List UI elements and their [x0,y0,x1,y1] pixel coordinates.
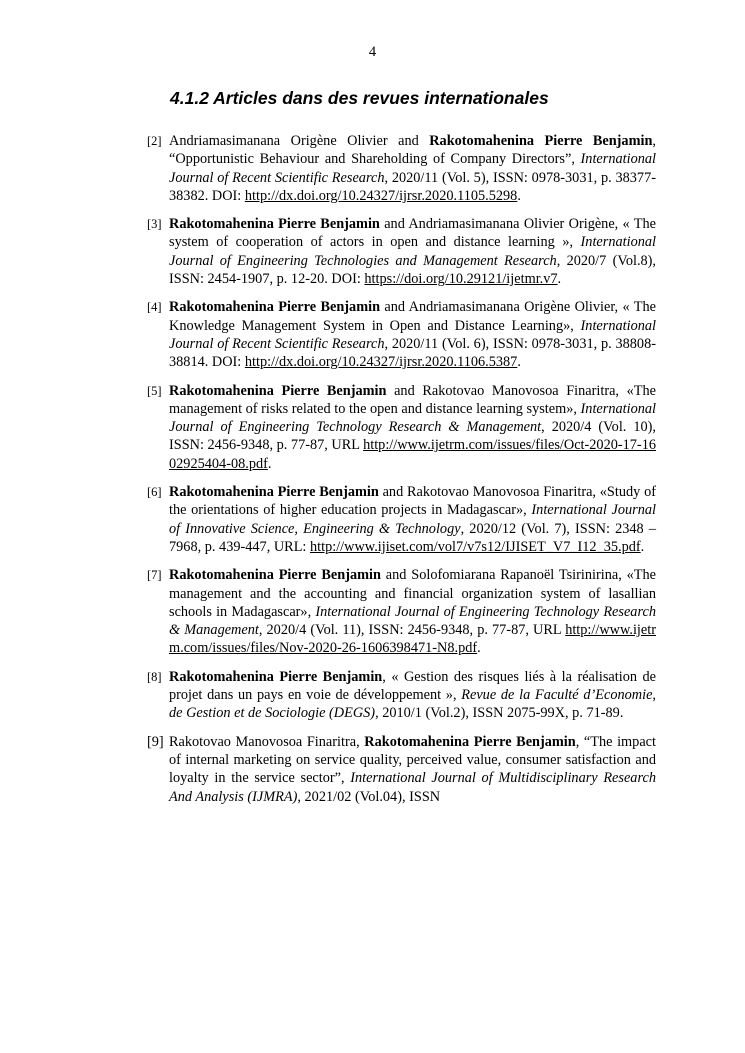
author-name: Rakotomahenina Pierre Benjamin [429,133,653,149]
doi-link[interactable]: http://dx.doi.org/10.24327/ijrsr.2020.1105.5298 [244,187,518,204]
url-link[interactable]: http://www.ijetrm.com/issues/files/Nov-2020-26-1606398471-N8.pdf [169,622,656,657]
doi-link[interactable]: http://dx.doi.org/10.24327/ijrsr.2020.1106.5387 [244,354,518,371]
reference-text: Rakotomahenina Pierre Benjamin, « Gestion des risques liés à la réalisation de projet dans un pays en voie de développement », Revue de la Faculté d’Economie, de Gestion et de Sociologie (DEGS), 2010/1 (Vol.2), ISSN 2075-99X, p. 71-89. [169,668,656,722]
reference-number: [4] [147,300,162,315]
reference-text: Rakotomahenina Pierre Benjamin and Rakotovao Manovosoa Finaritra, «The management of risks related to the open and distance learning system», International Journal of Engineering Technology Research & Management, 2020/4 (Vol. 10), ISSN: 2456-9348, p. 77-87, URL http://www.ijetrm.com/issues/files/Oct-2020-17-1602925404-08.pdf. [169,382,656,472]
reference-item [147,215,656,288]
reference-number: [3] [147,217,162,232]
journal-name: Revue de la Faculté d’Economie, de Gestion et de Sociologie (DEGS) [169,687,656,722]
page-number: 4 [368,44,377,60]
reference-number: [6] [147,485,162,500]
doi-link[interactable]: https://doi.org/10.29121/ijetmr.v7 [364,271,558,288]
author-name: Rakotomahenina Pierre Benjamin [364,733,576,750]
reference-item [147,668,656,723]
url-link[interactable]: http://www.ijetrm.com/issues/files/Oct-2020-17-1602925404-08.pdf [169,437,656,472]
author-name: Rakotomahenina Pierre Benjamin [169,299,381,316]
reference-number: [2] [147,134,162,148]
journal-name: International Journal of Multidisciplinary Research And Analysis (IJMRA) [169,770,656,805]
reference-item [147,132,656,205]
journal-name: International Journal of Recent Scientific Research [169,151,656,186]
reference-number: [7] [147,568,162,583]
reference-number: [5] [147,383,162,398]
reference-item [147,566,656,657]
journal-name: International Journal of Engineering Technologies and Management Research [169,234,656,269]
reference-text: Rakotomahenina Pierre Benjamin and Andriamasimanana Origène Olivier, « The Knowledge Management System in Open and Distance Learning», International Journal of Recent Scientific Research, 2020/11 (Vol. 6), ISSN: 0978-3031, p. 38808-38814. DOI: http://dx.doi.org/10.24327/ijrsr.2020.1106.5387. [169,299,656,371]
reference-text: Rakotomahenina Pierre Benjamin and Rakotovao Manovosoa Finaritra, «Study of the orientations of higher education projects in Madagascar», International Journal of Innovative Science, Engineering & Technology, 2020/12 (Vol. 7), ISSN: 2348 – 7968, p. 439-447, URL: http://www.ijiset.com/vol7/v7s12/IJISET_V7_I12_35.pdf. [169,484,657,555]
reference-item [147,483,656,556]
reference-text: Rakotovao Manovosoa Finaritra, Rakotomahenina Pierre Benjamin, “The impact of internal marketing on service quality, perceived value, consumer satisfaction and loyalty in the service sector”, International Journal of Multidisciplinary Research And Analysis (IJMRA), 2021/02 (Vol.04), ISSN [169,733,656,805]
author-name: Rakotomahenina Pierre Benjamin [169,382,387,399]
journal-name: International Journal of Engineering Technology Research & Management [169,400,656,436]
reference-number: [9] [147,733,164,750]
author-name: Rakotomahenina Pierre Benjamin [169,484,379,501]
reference-item [147,382,656,473]
reference-item [147,733,656,806]
author-name: Rakotomahenina Pierre Benjamin [169,668,383,685]
journal-name: International Journal of Innovative Science, Engineering & Technology [169,502,657,537]
reference-text: Rakotomahenina Pierre Benjamin and Solofomiarana Rapanoël Tsirinirina, «The management and the accounting and financial organization system of lasallian schools in Madagascar», International Journal of Engineering Technology Research & Management, 2020/4 (Vol. 11), ISSN: 2456-9348, p. 77-87, URL http://www.ijetrm.com/issues/files/Nov-2020-26-1606398471-N8.pdf. [169,567,656,657]
reference-item [147,298,656,371]
section-title: 4.1.2 Articles dans des revues internationales [170,88,549,108]
author-name: Rakotomahenina Pierre Benjamin [169,567,381,584]
reference-list [147,132,656,816]
reference-text: Rakotomahenina Pierre Benjamin and Andriamasimanana Olivier Origène, « The system of cooperation of actors in open and distance learning », International Journal of Engineering Technologies and Management Research, 2020/7 (Vol.8), ISSN: 2454-1907, p. 12-20. DOI: https://doi.org/10.29121/ijetmr.v7. [169,216,656,288]
author-name: Rakotomahenina Pierre Benjamin [169,216,380,233]
reference-text: Andriamasimanana Origène Olivier and Rakotomahenina Pierre Benjamin, “Opportunistic Behaviour and Shareholding of Company Directors”, International Journal of Recent Scientific Research, 2020/11 (Vol. 5), ISSN: 0978-3031, p. 38377-38382. DOI: http://dx.doi.org/10.24327/ijrsr.2020.1105.5298. [169,133,656,204]
reference-number: [8] [147,669,162,684]
journal-name: International Journal of Recent Scientific Research [169,317,656,352]
journal-name: International Journal of Engineering Technology Research & Management [169,603,656,639]
url-link[interactable]: http://www.ijiset.com/vol7/v7s12/IJISET_V7_I12_35.pdf [309,538,641,555]
